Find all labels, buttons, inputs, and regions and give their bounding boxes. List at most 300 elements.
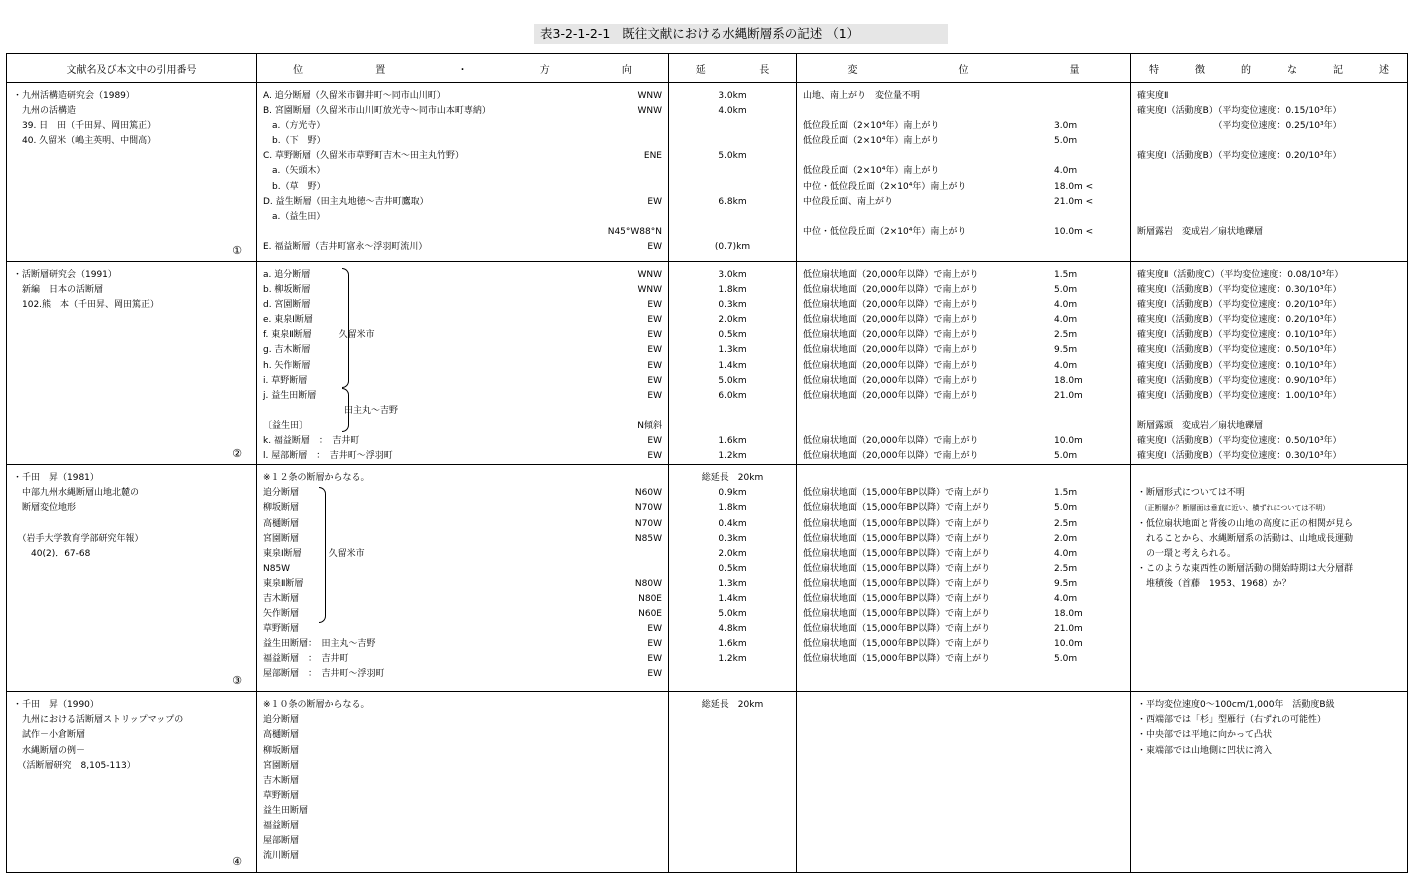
- location-name: 草野断層: [263, 624, 300, 635]
- header-char: 述: [1379, 64, 1389, 76]
- length-value: 5.0km: [718, 151, 747, 162]
- location-line: [263, 389, 662, 404]
- length-value: [675, 164, 790, 179]
- length-value: [675, 419, 790, 434]
- displacement-line: [803, 225, 1124, 240]
- location-direction: N70W: [634, 518, 662, 529]
- displacement-line: [803, 607, 1124, 622]
- location-name: a.（益生田）: [263, 211, 326, 222]
- displacement-desc: 中位・低位段丘面（2×10⁴年）南上がり: [803, 181, 967, 192]
- location-line: [263, 434, 662, 449]
- displacement-line: [803, 328, 1124, 343]
- location-name: 屋部断層 ： 吉井町～浮羽町: [263, 669, 385, 680]
- displacement-amount: 2.5m: [1054, 518, 1078, 529]
- displacement-amount: 2.0m: [1054, 533, 1078, 544]
- displacement-amount: [1054, 210, 1124, 225]
- reference-cell: [7, 692, 257, 873]
- location-name: a. 追分断層: [263, 270, 311, 280]
- location-name: a.（方光寺）: [263, 121, 326, 132]
- feature-line: （正断層か？断層面は垂直に近い、横ずれについては不明）: [1137, 504, 1330, 513]
- location-name: i. 草野断層: [263, 375, 308, 386]
- feature-line: [1137, 180, 1401, 195]
- reference-line: 102.熊 本（千田昇、岡田篤正）: [13, 300, 160, 311]
- location-name: 〔益生田〕: [263, 420, 309, 431]
- reference-number: ①: [232, 244, 242, 257]
- displacement-desc: 低位段丘面（2×10⁴年）南上がり: [803, 166, 940, 177]
- displacement-desc: 低位扇状地面（15,000年BP以降）で南上がり: [803, 624, 991, 635]
- location-name: 福益断層: [263, 820, 300, 831]
- feature-line: 確実度Ⅰ（活動度B）（平均変位速度：0.50/10³年）: [1137, 345, 1342, 356]
- location-name: 福益断層 ： 吉井町: [263, 654, 349, 665]
- displacement-desc: 低位扇状地面（20,000年以降）で南上がり: [803, 285, 979, 296]
- location-name: 屋部断層: [263, 836, 300, 847]
- location-name: b.（草 野）: [263, 181, 326, 192]
- location-direction: N80W: [634, 578, 662, 589]
- location-name: h. 矢作断層: [263, 360, 311, 371]
- location-cell: [257, 262, 669, 465]
- displacement-line: [803, 547, 1124, 562]
- location-line: [263, 374, 662, 389]
- displacement-line: [803, 149, 1124, 164]
- displacement-desc: 中位段丘面、南上がり: [803, 196, 894, 207]
- location-name: 吉木断層: [263, 593, 300, 604]
- displacement-line: [803, 210, 1124, 225]
- location-name: 追分断層: [263, 488, 300, 499]
- displacement-line: [803, 501, 1124, 516]
- length-value: (0.7)km: [714, 241, 751, 252]
- feature-line: の一環と考えられる。: [1137, 548, 1237, 559]
- location-line: [263, 652, 662, 667]
- location-line: [263, 728, 662, 743]
- displacement-amount: 4.0m: [1054, 166, 1078, 177]
- displacement-line: [803, 268, 1124, 283]
- location-name: 宮園断層: [263, 533, 300, 544]
- location-name: e. 東泉Ⅰ断層: [263, 315, 313, 326]
- displacement-cell: [797, 83, 1131, 262]
- displacement-amount: 18.0m: [1054, 609, 1083, 620]
- grouping-brace: [342, 268, 349, 388]
- displacement-amount: 5.0m: [1054, 451, 1078, 462]
- location-direction: EW: [647, 451, 662, 462]
- location-direction: EW: [647, 300, 662, 311]
- displacement-line: [803, 637, 1124, 652]
- displacement-line: [803, 313, 1124, 328]
- displacement-desc: 低位扇状地面（20,000年以降）で南上がり: [803, 436, 979, 447]
- reference-number: ④: [232, 855, 242, 869]
- location-direction: WNW: [637, 91, 662, 101]
- reference-cell: [7, 262, 257, 465]
- feature-line: ・東端部では山地側に凹状に湾入: [1137, 745, 1273, 756]
- displacement-desc: 低位扇状地面（15,000年BP以降）で南上がり: [803, 533, 991, 544]
- displacement-desc: 低位段丘面（2×10⁴年）南上がり: [803, 121, 940, 132]
- reference-line: ・千田 昇（1981）: [13, 473, 99, 484]
- location-name: 田主丸～吉野: [263, 405, 399, 416]
- displacement-desc: 低位扇状地面（20,000年以降）で南上がり: [803, 330, 979, 341]
- location-direction: WNW: [637, 270, 662, 280]
- reference-line: ・千田 昇（1990）: [13, 700, 99, 711]
- displacement-line: [803, 374, 1124, 389]
- length-value: 2.0km: [718, 548, 747, 559]
- grouping-brace: [319, 487, 326, 623]
- location-direction: EW: [647, 375, 662, 386]
- feature-line: 断層露頭 変成岩／扇状地礫層: [1137, 420, 1264, 431]
- location-line: [263, 849, 662, 864]
- reference-number: ②: [232, 447, 242, 461]
- displacement-desc: 低位扇状地面（15,000年BP以降）で南上がり: [803, 639, 991, 650]
- feature-line: 確実度Ⅰ（活動度B）（平均変位速度：0.20/10³年）: [1137, 151, 1342, 162]
- displacement-line: [803, 449, 1124, 464]
- location-line: [263, 283, 662, 298]
- table-row: [7, 465, 1408, 692]
- length-value: 総延長 20km: [701, 473, 764, 484]
- table-row: [7, 262, 1408, 465]
- displacement-desc: 低位扇状地面（15,000年BP以降）で南上がり: [803, 578, 991, 589]
- location-name: 追分断層: [263, 715, 300, 726]
- length-value: 0.5km: [718, 330, 747, 341]
- length-value: [675, 180, 790, 195]
- fault-literature-table: [6, 53, 1408, 873]
- header-char: 徴: [1195, 64, 1205, 76]
- displacement-desc: 低位扇状地面（15,000年BP以降）で南上がり: [803, 563, 991, 574]
- feature-line: 確実度Ⅱ: [1137, 91, 1169, 101]
- displacement-desc: [803, 210, 1054, 225]
- location-name: D. 益生断層（田主丸地徳～吉井町鷹取）: [263, 196, 429, 207]
- location-name: f. 東泉Ⅱ断層 久留米市: [263, 330, 375, 341]
- displacement-amount: 4.0m: [1054, 360, 1078, 371]
- length-value: [675, 119, 790, 134]
- location-line: [263, 622, 662, 637]
- header-char: 延: [695, 64, 706, 76]
- displacement-line: [803, 486, 1124, 501]
- displacement-amount: 21.0m <: [1054, 196, 1094, 207]
- displacement-amount: 18.0m: [1054, 375, 1083, 386]
- displacement-cell: [797, 262, 1131, 465]
- location-name: ※１２条の断層からなる。: [263, 473, 370, 484]
- displacement-amount: 5.0m: [1054, 136, 1078, 147]
- displacement-line: [803, 195, 1124, 210]
- displacement-cell: [797, 692, 1131, 873]
- length-value: 1.2km: [718, 451, 747, 462]
- header-char: 位: [293, 64, 304, 76]
- header-char: 的: [1241, 64, 1251, 76]
- location-line: [263, 298, 662, 313]
- header-char: 量: [1069, 64, 1080, 76]
- features-cell: [1131, 83, 1408, 262]
- displacement-desc: [803, 419, 1054, 434]
- reference-line: 九州の活構造: [13, 106, 77, 117]
- length-cell: [669, 83, 797, 262]
- length-value: 0.3km: [718, 533, 747, 544]
- location-line: [263, 774, 662, 789]
- length-value: 1.4km: [718, 360, 747, 371]
- length-value: 2.0km: [718, 315, 747, 326]
- table-title: 表3-2-1-2-1 既往文献における水縄断層系の記述 （1）: [534, 24, 948, 44]
- reference-line: 中部九州水縄断層山地北麓の: [13, 488, 140, 499]
- location-name: 益生田断層： 田主丸～吉野: [263, 639, 376, 650]
- displacement-desc: 低位扇状地面（15,000年BP以降）で南上がり: [803, 593, 991, 604]
- grouping-brace: [342, 388, 349, 432]
- displacement-line: [803, 359, 1124, 374]
- location-name: A. 追分断層（久留米市御井町～同市山川町）: [263, 91, 446, 101]
- displacement-desc: 中位・低位段丘面（2×10⁴年）南上がり: [803, 226, 967, 237]
- feature-line: 確実度Ⅰ（活動度B）（平均変位速度：0.30/10³年）: [1137, 285, 1342, 296]
- displacement-desc: 山地、南上がり 変位量不明: [803, 91, 921, 101]
- reference-cell: [7, 465, 257, 692]
- displacement-desc: [803, 104, 1054, 119]
- header-char: 向: [621, 64, 632, 76]
- length-value: 1.3km: [718, 578, 747, 589]
- feature-line: 断層露岩 変成岩／扇状地礫層: [1137, 226, 1264, 237]
- length-value: 1.6km: [718, 639, 747, 650]
- location-direction: EW: [647, 639, 662, 650]
- location-name: N85W: [263, 563, 291, 574]
- location-name: ※１０条の断層からなる。: [263, 700, 370, 711]
- location-line: [263, 134, 662, 149]
- location-line: [263, 268, 662, 283]
- displacement-amount: 10.0m <: [1054, 226, 1094, 237]
- displacement-amount: [1054, 471, 1124, 486]
- location-line: [263, 804, 662, 819]
- location-name: 東泉Ⅱ断層: [263, 578, 304, 589]
- location-line: [263, 343, 662, 358]
- displacement-desc: [803, 149, 1054, 164]
- location-name: 矢作断層: [263, 609, 300, 620]
- location-direction: EW: [647, 654, 662, 665]
- location-line: [263, 404, 662, 419]
- displacement-amount: 4.0m: [1054, 300, 1078, 311]
- length-value: [675, 134, 790, 149]
- displacement-line: [803, 577, 1124, 592]
- displacement-line: [803, 652, 1124, 667]
- displacement-amount: 1.5m: [1054, 488, 1078, 499]
- displacement-amount: 2.5m: [1054, 563, 1078, 574]
- length-value: [675, 404, 790, 419]
- location-line: [263, 225, 662, 240]
- feature-line: ・西端部では「杉」型雁行（右ずれの可能性）: [1137, 715, 1327, 726]
- displacement-desc: 低位扇状地面（20,000年以降）で南上がり: [803, 390, 979, 401]
- displacement-line: [803, 389, 1124, 404]
- reference-line: 40(2)．67-68: [13, 548, 91, 559]
- features-cell: [1131, 465, 1408, 692]
- features-cell: [1131, 692, 1408, 873]
- location-name: 草野断層: [263, 790, 300, 801]
- displacement-line: [803, 89, 1124, 104]
- location-direction: EW: [647, 436, 662, 447]
- location-line: [263, 471, 662, 486]
- displacement-line: [803, 532, 1124, 547]
- displacement-amount: 2.5m: [1054, 330, 1078, 341]
- feature-line: 確実度Ⅰ（活動度B）（平均変位速度：0.20/10³年）: [1137, 300, 1342, 311]
- displacement-amount: 21.0m: [1054, 624, 1083, 635]
- reference-text: [7, 692, 256, 773]
- reference-line: ・九州活構造研究会（1989）: [13, 91, 135, 101]
- location-line: [263, 834, 662, 849]
- location-line: [263, 637, 662, 652]
- reference-line: 水縄断層の例－: [13, 745, 86, 756]
- location-line: [263, 89, 662, 104]
- location-direction: EW: [647, 345, 662, 356]
- feature-line: 確実度Ⅰ（活動度B）（平均変位速度：0.90/10³年）: [1137, 375, 1342, 386]
- length-value: 6.0km: [718, 390, 747, 401]
- displacement-desc: 低位扇状地面（15,000年BP以降）で南上がり: [803, 609, 991, 620]
- header-char: 方: [539, 64, 550, 76]
- reference-number: ③: [232, 674, 242, 688]
- displacement-desc: 低位扇状地面（20,000年以降）で南上がり: [803, 451, 979, 462]
- header-char: 位: [958, 64, 969, 76]
- location-list: [257, 262, 668, 464]
- displacement-amount: 4.0m: [1054, 548, 1078, 559]
- reference-line: 39. 日 田（千田昇、岡田篤正）: [13, 121, 157, 132]
- location-direction: N80E: [638, 593, 662, 604]
- location-line: [263, 164, 662, 179]
- reference-text: [7, 262, 256, 313]
- displacement-line: [803, 283, 1124, 298]
- header-char: な: [1287, 64, 1297, 76]
- feature-line: [1137, 195, 1401, 210]
- displacement-line: [803, 434, 1124, 449]
- header-features: [1131, 54, 1408, 83]
- displacement-line: [803, 298, 1124, 313]
- location-direction: WNW: [637, 285, 662, 296]
- reference-cell: [7, 83, 257, 262]
- displacement-list: [797, 692, 1130, 698]
- feature-line: 確実度Ⅰ（活動度B）（平均変位速度：0.20/10³年）: [1137, 315, 1342, 326]
- length-cell: [669, 692, 797, 873]
- displacement-desc: 低位扇状地面（20,000年以降）で南上がり: [803, 270, 979, 280]
- location-name: [263, 225, 608, 240]
- displacement-desc: 低位扇状地面（15,000年BP以降）で南上がり: [803, 548, 991, 559]
- feature-line: [1137, 210, 1401, 225]
- location-direction: N45°W88°N: [607, 226, 662, 237]
- length-value: 0.9km: [718, 488, 747, 499]
- location-name: 吉木断層: [263, 775, 300, 786]
- length-value: 0.4km: [718, 518, 747, 529]
- location-cell: [257, 83, 669, 262]
- displacement-line: [803, 343, 1124, 358]
- features-list: [1131, 262, 1407, 464]
- reference-line: 40. 久留米（嶋主英明、中間高）: [13, 136, 157, 147]
- displacement-desc: [803, 471, 1054, 486]
- location-line: [263, 713, 662, 728]
- header-char: 変: [847, 64, 858, 76]
- reference-line: （岩手大学教育学部研究年報）: [13, 533, 144, 544]
- length-value: 1.6km: [718, 436, 747, 447]
- header-reference: 文献名及び本文中の引用番号: [7, 54, 257, 83]
- location-direction: EW: [647, 390, 662, 401]
- location-name: g. 吉木断層: [263, 345, 311, 356]
- location-line: [263, 240, 662, 255]
- feature-line: 確実度Ⅰ（活動度B）（平均変位速度：0.30/10³年）: [1137, 451, 1342, 462]
- location-direction: N70W: [634, 503, 662, 514]
- length-value: 5.0km: [718, 609, 747, 620]
- location-line: [263, 210, 662, 225]
- features-list: [1131, 83, 1407, 240]
- length-value: 1.4km: [718, 593, 747, 604]
- location-name: C. 草野断層（久留米市草野町吉木～田主丸竹野）: [263, 151, 465, 162]
- header-location: [257, 54, 669, 83]
- displacement-line: [803, 164, 1124, 179]
- location-list: [257, 692, 668, 864]
- displacement-amount: 1.5m: [1054, 270, 1078, 280]
- displacement-amount: 21.0m: [1054, 390, 1083, 401]
- displacement-amount: 3.0m: [1054, 121, 1078, 132]
- feature-line: ・低位扇状地面と背後の山地の高度に正の相関が見ら: [1137, 518, 1354, 529]
- location-line: [263, 104, 662, 119]
- displacement-amount: 4.0m: [1054, 315, 1078, 326]
- feature-line: 確実度Ⅰ（活動度B）（平均変位速度：0.50/10³年）: [1137, 436, 1342, 447]
- location-line: [263, 195, 662, 210]
- location-name: 益生田断層: [263, 805, 309, 816]
- feature-line: [1137, 164, 1401, 179]
- displacement-amount: 4.0m: [1054, 593, 1078, 604]
- feature-line: [1137, 404, 1401, 419]
- feature-line: （平均変位速度：0.25/10³年）: [1137, 121, 1342, 132]
- displacement-line: [803, 104, 1124, 119]
- location-name: B. 宮園断層（久留米市山川町放光寺～同市山本町専納）: [263, 106, 491, 117]
- length-cell: [669, 262, 797, 465]
- displacement-amount: [1054, 104, 1124, 119]
- feature-line: 確実度Ⅰ（活動度B）（平均変位速度：1.00/10³年）: [1137, 390, 1342, 401]
- length-value: 1.8km: [718, 285, 747, 296]
- location-name: E. 福益断層（吉井町富永～浮羽町流川）: [263, 241, 428, 252]
- displacement-line: [803, 404, 1124, 419]
- location-line: [263, 698, 662, 713]
- location-line: [263, 449, 662, 464]
- length-list: [669, 83, 796, 255]
- location-name: 流川断層: [263, 851, 300, 862]
- displacement-line: [803, 119, 1124, 134]
- location-line: [263, 667, 662, 682]
- location-direction: N傾斜: [637, 420, 662, 431]
- displacement-list: [797, 262, 1130, 464]
- displacement-amount: 5.0m: [1054, 285, 1078, 296]
- displacement-list: [797, 465, 1130, 667]
- location-direction: N60E: [638, 609, 662, 620]
- displacement-amount: [1054, 404, 1124, 419]
- length-value: [675, 210, 790, 225]
- displacement-desc: 低位扇状地面（15,000年BP以降）で南上がり: [803, 503, 991, 514]
- reference-line: [13, 517, 250, 532]
- feature-line: れることから、水縄断層系の活動は、山地成長運動: [1137, 533, 1354, 544]
- displacement-line: [803, 517, 1124, 532]
- length-value: 1.3km: [718, 345, 747, 356]
- reference-line: 試作－小倉断層: [13, 730, 86, 741]
- displacement-desc: 低位扇状地面（20,000年以降）で南上がり: [803, 300, 979, 311]
- location-direction: N60W: [634, 488, 662, 499]
- feature-line: ・中央部では平地に向かって凸状: [1137, 730, 1273, 741]
- length-list: [669, 262, 796, 464]
- length-value: 4.8km: [718, 624, 747, 635]
- feature-line: ・このような東西性の断層活動の開始時期は大分層群: [1137, 563, 1354, 574]
- features-list: [1131, 692, 1407, 758]
- header-char: 特: [1149, 64, 1159, 76]
- location-direction: EW: [647, 669, 662, 680]
- displacement-amount: 9.5m: [1054, 578, 1078, 589]
- location-line: [263, 180, 662, 195]
- reference-text: [7, 465, 256, 562]
- displacement-desc: 低位扇状地面（20,000年以降）で南上がり: [803, 375, 979, 386]
- reference-line: 新編 日本の活断層: [13, 285, 104, 296]
- location-name: l. 屋部断層 ： 吉井町～浮羽町: [263, 451, 393, 462]
- location-line: [263, 328, 662, 343]
- reference-line: （活断層研究 8,105-113）: [13, 760, 136, 771]
- location-name: j. 益生田断層: [263, 390, 317, 401]
- location-direction: EW: [647, 624, 662, 635]
- displacement-amount: 18.0m <: [1054, 181, 1094, 192]
- location-direction: EW: [647, 196, 662, 207]
- location-line: [263, 789, 662, 804]
- reference-line: 断層変位地形: [13, 503, 77, 514]
